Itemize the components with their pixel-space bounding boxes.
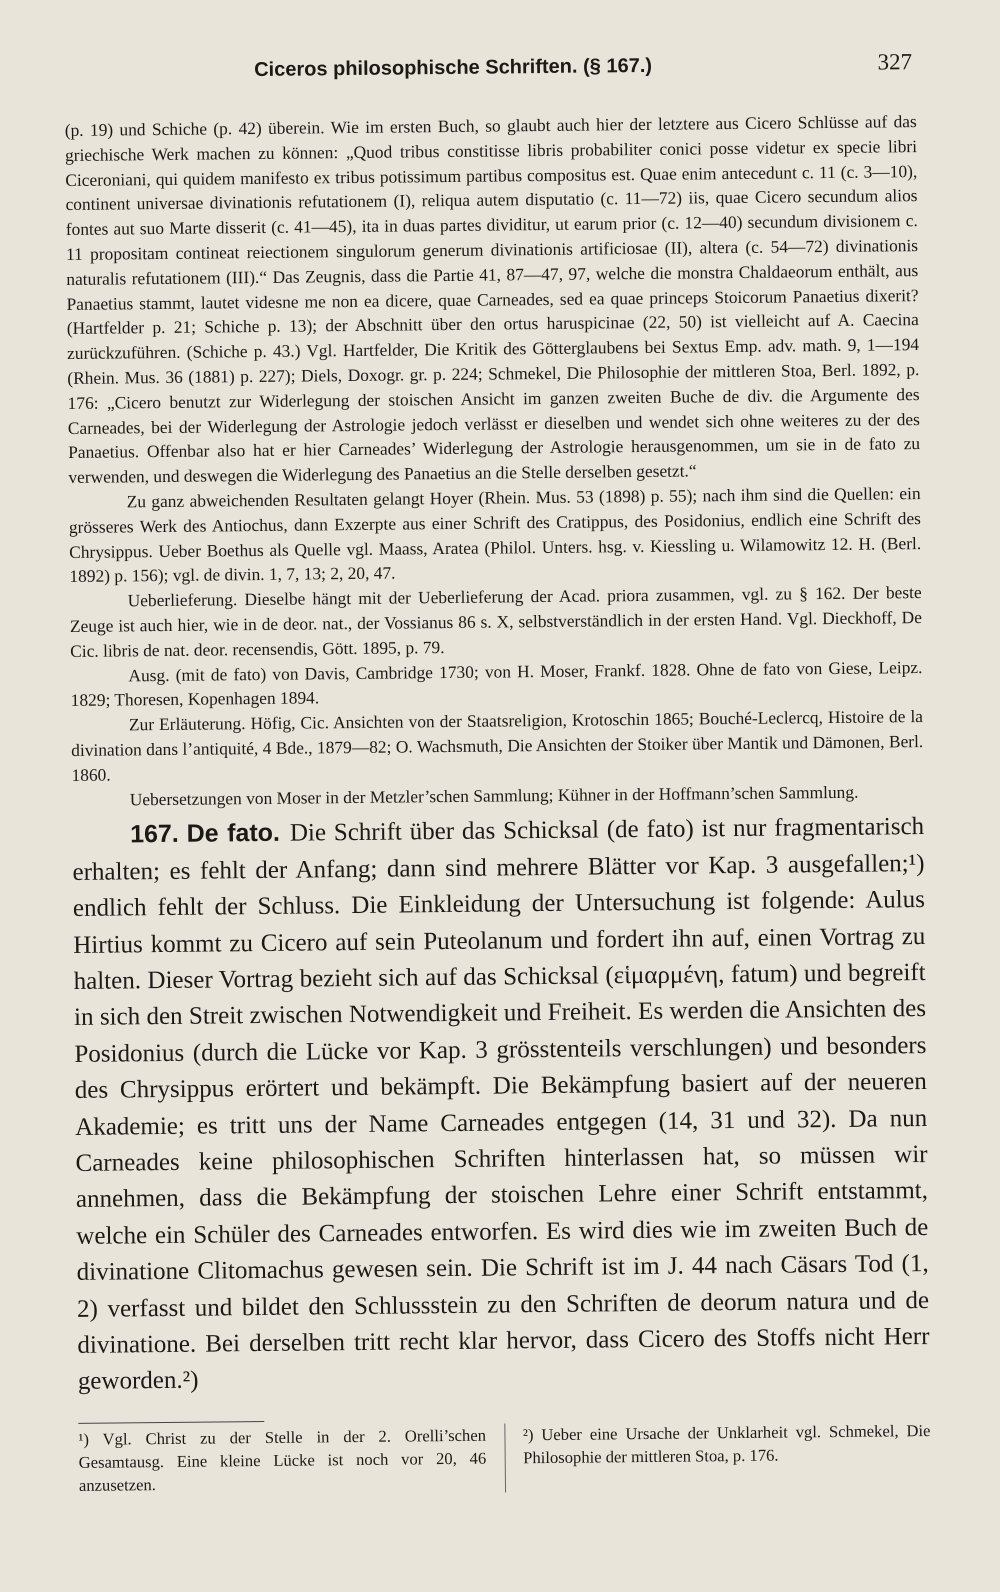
notes-block [65,109,924,812]
section-167 [72,808,930,1400]
notes-paragraph-erlaeuterung: Zur Erläuterung. Höfig, Cic. Ansichten von der Staatsreligion, Krotoschin 1865; Bouché-Leclercq, Histoire de la divination dans l’antiquité, 4 Bde., 1879—82; O. Wachsmuth, Die Ansichten der Stoiker über Mantik und Dämonen, Berl. 1860. [71,706,924,785]
section-number: 167. [129,820,179,849]
notes-paragraph-ueberlieferung: Ueberlieferung. Dieselbe hängt mit der Ueberlieferung der Acad. priora zusammen, vgl. zu § 162. Der beste Zeuge ist auch hier, wie in de deor. nat., der Vossianus 86 s. X, selbstverständlich in der ersten Hand. Vgl. Dieckhoff, De Cic. libris de nat. deor. recensendis, Gött. 1895, p. 79. [69,582,923,661]
running-title: Ciceros philosophische Schriften. (§ 167.) [254,54,653,82]
footnotes [78,1419,931,1497]
footnote-2: ²) Ueber eine Ursache der Unklarheit vgl. Schmekel, Die Philosophie der mittleren Stoa, p. 176. [522,1420,931,1468]
page-number: 327 [877,49,913,75]
section-paragraph [72,808,930,1400]
footnote-1: ¹) Vgl. Christ zu der Stelle in der 2. Orelli’schen Gesamtausg. Eine kleine Lücke ist noch vor 20, 46 anzusetzen. [78,1423,505,1496]
footnote-rule [78,1421,264,1424]
section-reference: (§ 167.) [582,54,653,78]
section-title: De fato. [186,819,281,849]
notes-paragraph: Zu ganz abweichenden Resultaten gelangt Hoyer (Rhein. Mus. 53 (1898) p. 55); nach ihm sind die Quellen: ein grösseres Werk des Antiochus, dann Exzerpte aus einer Schrift des Cratippus, des Posidonius, endlich eine Schrift des Chrysippus. Ueber Boethus als Quelle vgl. Maass, Aratea (Philol. Unters. hsg. v. Kiessling u. Wilamowitz 12. H. (Berl. 1892) p. 156); vgl. de divin. 1, 7, 13; 2, 20, 47. [68,483,922,587]
running-header [64,49,917,118]
notes-paragraph: (p. 19) und Schiche (p. 42) überein. Wie im ersten Buch, so glaubt auch hier der letztere aus Cicero Schlüsse auf das griechische Werk machen zu können: „Quod tribus constitisse libris probabiliter conici posse videtur ex specie libri Ciceroniani, qui quidem manifesto ex tribus potissimum partibus compositus est. Quae enim antecedunt c. 11 (c. 3—10), continent universae divinationis refutationem (I), reliqua autem disputatio (c. 11—72) iis, quae Cicero secundum alios fontes aut suo Marte disserit (c. 41—45), ita in duas partes dividitur, ut earum prior (c. 12—40) secundum divisionem c. 11 propositam contineat reiectionem singulorum generum divinationis artificiosae (II), altera (c. 54—72) divinationis naturalis refutationem (III).“ Das Zeugnis, dass die Partie 41, 87—47, 97, welche die monstra Chaldaeorum enthält, aus Panaetius stammt, lautet videsne me non ea dicere, quae Carneades, sed ea quae princeps Stoicorum Panaetius dixerit? (Hartfelder p. 21; Schiche p. 13); der Abschnitt über den ortus haruspicinae (22, 50) ist vielleicht auf A. Caecina zurückzuführen. (Schiche p. 43.) Vgl. Hartfelder, Die Kritik des Götterglaubens bei Sextus Emp. adv. math. 9, 1—194 (Rhein. Mus. 36 (1881) p. 227); Diels, Doxogr. gr. p. 224; Schmekel, Die Philosophie der mittleren Stoa, Berl. 1892, p. 176: „Cicero benutzt zur Widerlegung der stoischen Ansicht im ganzen zweiten Buche de div. die Argumente des Carneades, bei der Widerlegung der Astrologie jedoch verlässt er dieselben und wendet sich ohne weiteres zu der des Panaetius. Offenbar also hat er hier Carneades’ Widerlegung der Astrologie herausgenommen, um sie in de fato zu verwenden, und deswegen die Widerlegung des Panaetius an die Stelle derselben gesetzt.“ [64,111,921,488]
notes-paragraph-uebersetzungen: Uebersetzungen von Moser in der Metzler’schen Sammlung; Kühner in der Hoffmann’schen Sammlung. [129,781,859,809]
page-content [64,49,931,1497]
section-text: Die Schrift über das Schicksal (de fato) ist nur fragmentarisch erhalten; es fehlt der Anfang; dann sind mehrere Blätter vor Kap. 3 ausgefallen;¹) endlich fehlt der Schluss. Die Einkleidung der Untersuchung ist folgende: Aulus Hirtius kommt zu Cicero auf sein Puteolanum und fordert ihn auf, einen Vortrag zu halten. Dieser Vortrag bezieht sich auf das Schicksal (εἱμαρμένη, fatum) und begreift in sich den Streit zwischen Notwendigkeit und Freiheit. Es werden die Ansichten des Posidonius (durch die Lücke vor Kap. 3 grösstenteils verschlungen) und besonders des Chrysippus erörtert und bekämpft. Die Bekämpfung basiert auf der neueren Akademie; es tritt uns der Name Carneades entgegen (14, 31 und 32). Da nun Carneades keine philosophischen Schriften hinterlassen hat, so müssen wir annehmen, dass die Bekämpfung der stoischen Lehre einer Schrift entstammt, welche ein Schüler des Carneades entworfen. Es wird dies wie im zweiten Buch de divinatione Clitomachus gewesen sein. Die Schrift ist im J. 44 nach Cäsars Tod (1, 2) verfasst und bildet den Schlussstein zu den Schriften de deorum natura und de divinatione. Bei derselben tritt recht klar hervor, dass Cicero des Stoffs nicht Herr geworden.²) [72,813,930,1396]
notes-paragraph-ausgaben: Ausg. (mit de fato) von Davis, Cambridge 1730; von H. Moser, Frankf. 1828. Ohne de fato von Giese, Leipz. 1829; Thoresen, Kopenhagen 1894. [70,656,923,711]
